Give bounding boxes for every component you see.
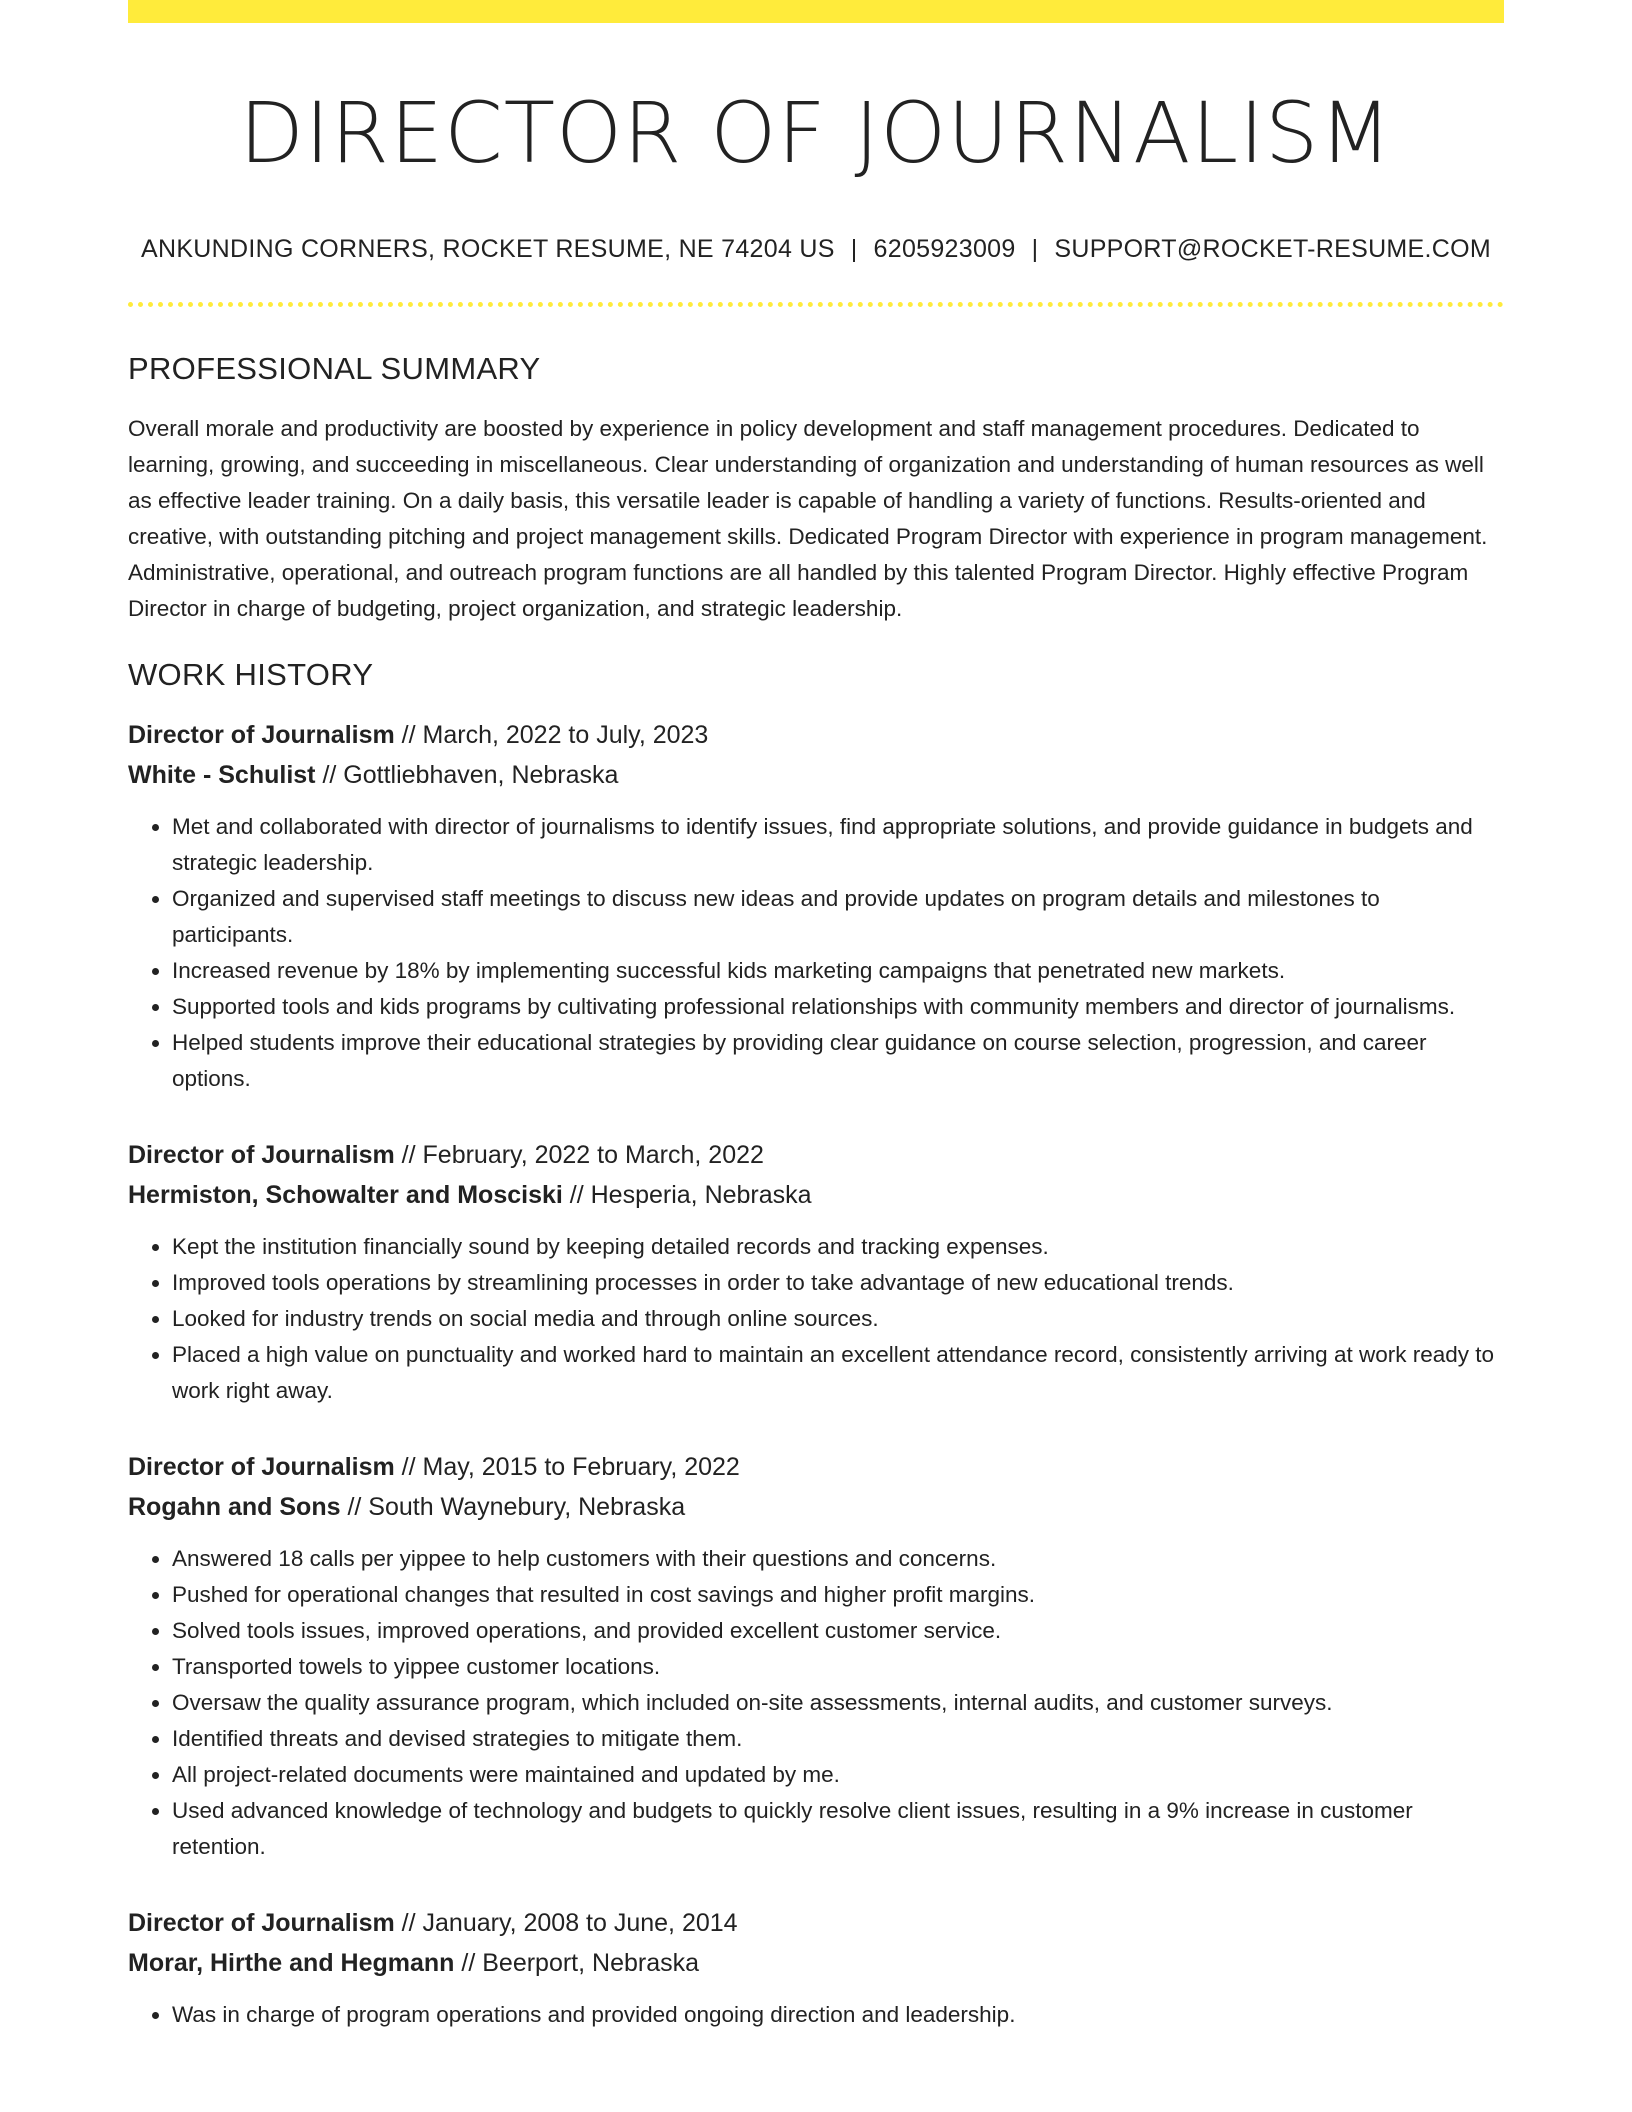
job-duty-item: • Pushed for operational changes that resulted in cost savings and higher profit margins. <box>172 1577 1504 1613</box>
job-duty-item: • Increased revenue by 18% by implementing successful kids marketing campaigns that penetrated new markets. <box>172 953 1504 989</box>
job-entry <box>128 715 1504 1097</box>
job-duties-list <box>128 1541 1504 1865</box>
accent-bar <box>128 0 1504 23</box>
job-entry <box>128 1135 1504 1409</box>
job-duty-item: • Used advanced knowledge of technology and budgets to quickly resolve client issues, resulting in a 9% increase in customer retention. <box>172 1793 1504 1865</box>
job-duty-item: • Looked for industry trends on social media and through online sources. <box>172 1301 1504 1337</box>
job-duty-item: • Oversaw the quality assurance program, which included on-site assessments, internal audits, and customer surveys. <box>172 1685 1504 1721</box>
job-duties-list <box>128 809 1504 1097</box>
job-company: White - Schulist <box>128 761 316 790</box>
job-location: // Gottliebhaven, Nebraska <box>315 761 619 790</box>
job-company: Hermiston, Schowalter and Mosciski <box>128 1181 563 1210</box>
job-location: // Hesperia, Nebraska <box>562 1181 812 1210</box>
contact-separator: | <box>1031 235 1039 264</box>
job-title: Director of Journalism <box>128 1453 395 1482</box>
contact-separator: | <box>850 235 858 264</box>
job-company: Morar, Hirthe and Hegmann <box>128 1949 455 1978</box>
resume-page <box>128 0 1504 2033</box>
job-location: // Beerport, Nebraska <box>454 1949 700 1978</box>
job-company-line <box>128 1175 1504 1215</box>
job-company-line <box>128 1943 1504 1983</box>
job-entry <box>128 1447 1504 1865</box>
job-duty-item: • Transported towels to yippee customer locations. <box>172 1649 1504 1685</box>
job-company: Rogahn and Sons <box>128 1493 341 1522</box>
job-duty-item: • Organized and supervised staff meetings to discuss new ideas and provide updates on program details and milestones to participants. <box>172 881 1504 953</box>
job-title: Director of Journalism <box>128 1909 395 1938</box>
job-duty-item: • Met and collaborated with director of journalisms to identify issues, find appropriate solutions, and provide guidance in budgets and strategic leadership. <box>172 809 1504 881</box>
job-dates: // January, 2008 to June, 2014 <box>394 1909 738 1938</box>
job-duties-list <box>128 1229 1504 1409</box>
contact-phone: 6205923009 <box>873 235 1016 264</box>
job-company-line <box>128 1487 1504 1527</box>
job-duty-item: • Answered 18 calls per yippee to help customers with their questions and concerns. <box>172 1541 1504 1577</box>
job-title-line <box>128 1903 1504 1943</box>
job-location: // South Waynebury, Nebraska <box>340 1493 686 1522</box>
job-duty-item: • Improved tools operations by streamlining processes in order to take advantage of new educational trends. <box>172 1265 1504 1301</box>
dotted-divider <box>128 302 1504 307</box>
job-dates: // May, 2015 to February, 2022 <box>394 1453 740 1482</box>
job-duty-item: • Was in charge of program operations and provided ongoing direction and leadership. <box>172 1997 1504 2033</box>
job-title: Director of Journalism <box>128 1141 395 1170</box>
job-duty-item: • Supported tools and kids programs by cultivating professional relationships with community members and director of journalisms. <box>172 989 1504 1025</box>
job-duties-list <box>128 1997 1504 2033</box>
job-dates: // February, 2022 to March, 2022 <box>394 1141 764 1170</box>
job-duty-item: • Solved tools issues, improved operations, and provided excellent customer service. <box>172 1613 1504 1649</box>
job-title-line <box>128 1447 1504 1487</box>
job-company-line <box>128 755 1504 795</box>
section-title-work-history: WORK HISTORY <box>128 657 374 693</box>
resume-name: DIRECTOR OF JOURNALISM <box>239 84 1393 182</box>
contact-email: SUPPORT@ROCKET-RESUME.COM <box>1054 235 1492 264</box>
section-title-summary: PROFESSIONAL SUMMARY <box>128 351 541 387</box>
job-entry <box>128 1903 1504 2033</box>
job-title-line <box>128 715 1504 755</box>
job-duty-item: • All project-related documents were maintained and updated by me. <box>172 1757 1504 1793</box>
job-title: Director of Journalism <box>128 721 395 750</box>
job-duty-item: • Placed a high value on punctuality and worked hard to maintain an excellent attendance record, consistently arriving at work ready to work right away. <box>172 1337 1504 1409</box>
job-dates: // March, 2022 to July, 2023 <box>394 721 709 750</box>
job-duty-item: • Helped students improve their educational strategies by providing clear guidance on course selection, progression, and career options. <box>172 1025 1504 1097</box>
contact-address: ANKUNDING CORNERS, ROCKET RESUME, NE 74204 US <box>140 235 835 264</box>
contact-line <box>128 235 1504 264</box>
work-history-list <box>128 715 1504 2033</box>
job-title-line <box>128 1135 1504 1175</box>
summary-text: Overall morale and productivity are boosted by experience in policy development and staff management procedures. Dedicated to learning, growing, and succeeding in miscellaneous. Clear understanding of organization and understanding of human resources as well as effective leader training. On a daily basis, this versatile leader is capable of handling a variety of functions. Results-oriented and creative, with outstanding pitching and project management skills. Dedicated Program Director with experience in program management. Administrative, operational, and outreach program functions are all handled by this talented Program Director. Highly effective Program Director in charge of budgeting, project organization, and strategic leadership. <box>128 416 1488 622</box>
job-duty-item: • Identified threats and devised strategies to mitigate them. <box>172 1721 1504 1757</box>
job-duty-item: • Kept the institution financially sound by keeping detailed records and tracking expenses. <box>172 1229 1504 1265</box>
